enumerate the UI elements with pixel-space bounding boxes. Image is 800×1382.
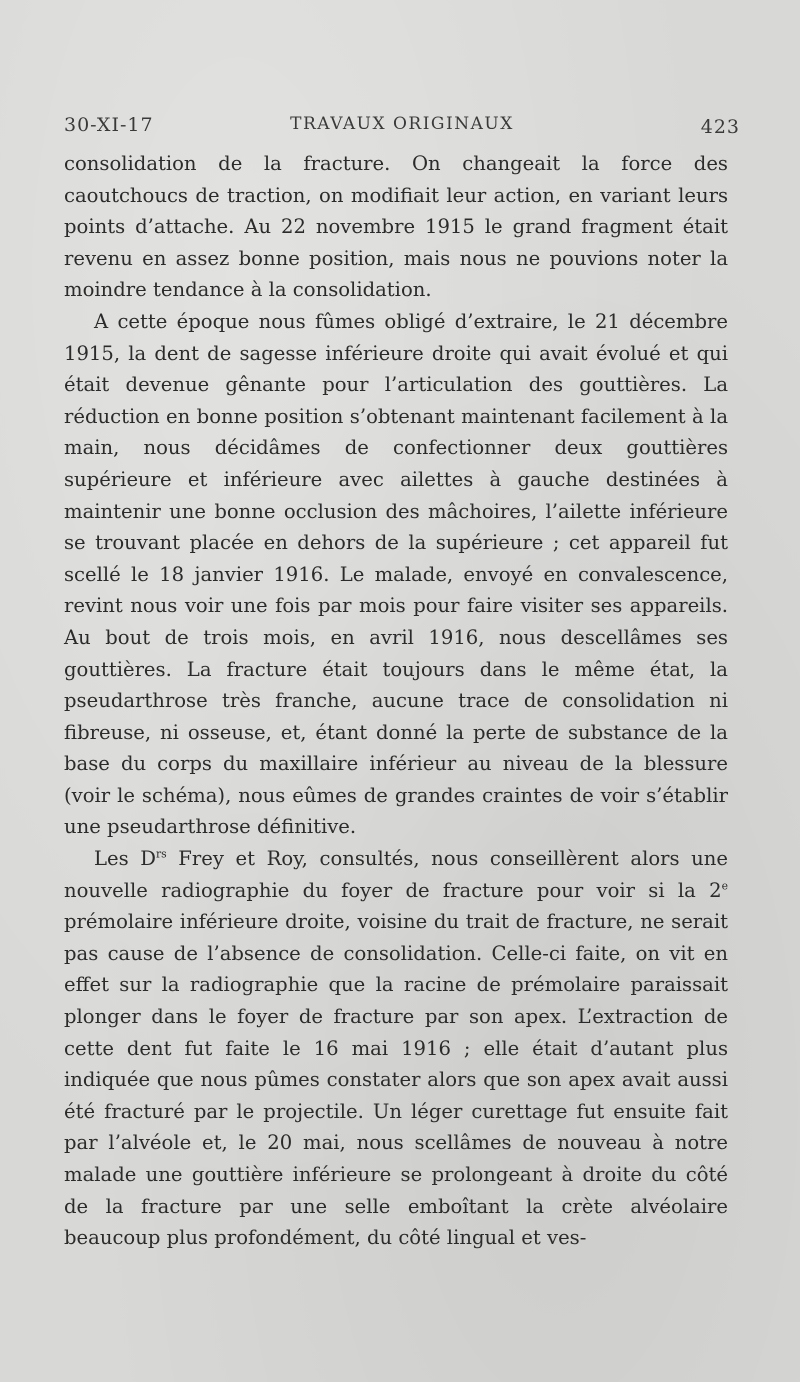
paragraph-1: consolidation de la fracture. On changeait la force des caoutchoucs de traction, on modifiait leur action, en variant leurs points d’attache. Au 22 novembre 1915 le grand fragment était revenu en assez bonne position, mais nous ne pouvions noter la moindre tendance à la consolidation. xyxy=(64,152,728,302)
paragraph-3-middle: Frey et Roy, consultés, nous conseillèrent alors une nouvelle radiographie du foyer de fracture pour voir si la 2 xyxy=(64,847,728,902)
paragraph-2: A cette époque nous fûmes obligé d’extraire, le 21 décembre 1915, la dent de sagesse inférieure droite qui avait évolué et qui était devenue gênante pour l’articulation des gouttières. La réduction en bonne position s’obtenant maintenant facilement à la main, nous décidâmes de confectionner deux gouttières supérieure et inférieure avec ailettes à gauche destinées à maintenir une bonne occlusion des mâchoires, l’ailette inférieure se trouvant placée en dehors de la supérieure ; cet appareil fut scellé le 18 janvier 1916. Le malade, envoyé en convalescence, revint nous voir une fois par mois pour faire visiter ses appareils. Au bout de trois mois, en avril 1916, nous descellâmes ses gouttières. La fracture était toujours dans le même état, la pseudarthrose très franche, aucune trace de consolidation ni fibreuse, ni osseuse, et, étant donné la perte de substance de la base du corps du maxillaire inférieur au niveau de la blessure (voir le schéma), nous eûmes de grandes craintes de voir s’établir une pseudarthrose définitive. xyxy=(64,309,728,839)
superscript-rs: rs xyxy=(156,847,167,861)
running-head xyxy=(64,114,740,144)
body-text xyxy=(64,148,728,1254)
paragraph-3-start: Les D xyxy=(94,847,156,871)
page-number: 423 xyxy=(700,116,740,138)
paragraph-3 xyxy=(64,843,728,1254)
paragraph-3-end: prémolaire inférieure droite, voisine du trait de fracture, ne serait pas cause de l’absence de consolidation. Celle-ci faite, on vit en effet sur la radiographie que la racine de prémolaire paraissait plonger dans le foyer de fracture par son apex. L’extraction de cette dent fut faite le 16 mai 1916 ; elle était d’autant plus indiquée que nous pûmes constater alors que son apex avait aussi été fracturé par le projectile. Un léger curettage fut ensuite fait par l’alvéole et, le 20 mai, nous scellâmes de nouveau à notre malade une gouttière inférieure se prolongeant à droite du côté de la fracture par une selle emboîtant la crète alvéolaire beaucoup plus profondément, du côté lingual et ves- xyxy=(64,910,728,1250)
header-title: TRAVAUX ORIGINAUX xyxy=(290,114,514,134)
superscript-e: e xyxy=(721,879,728,893)
header-date: 30-XI-17 xyxy=(64,114,154,136)
